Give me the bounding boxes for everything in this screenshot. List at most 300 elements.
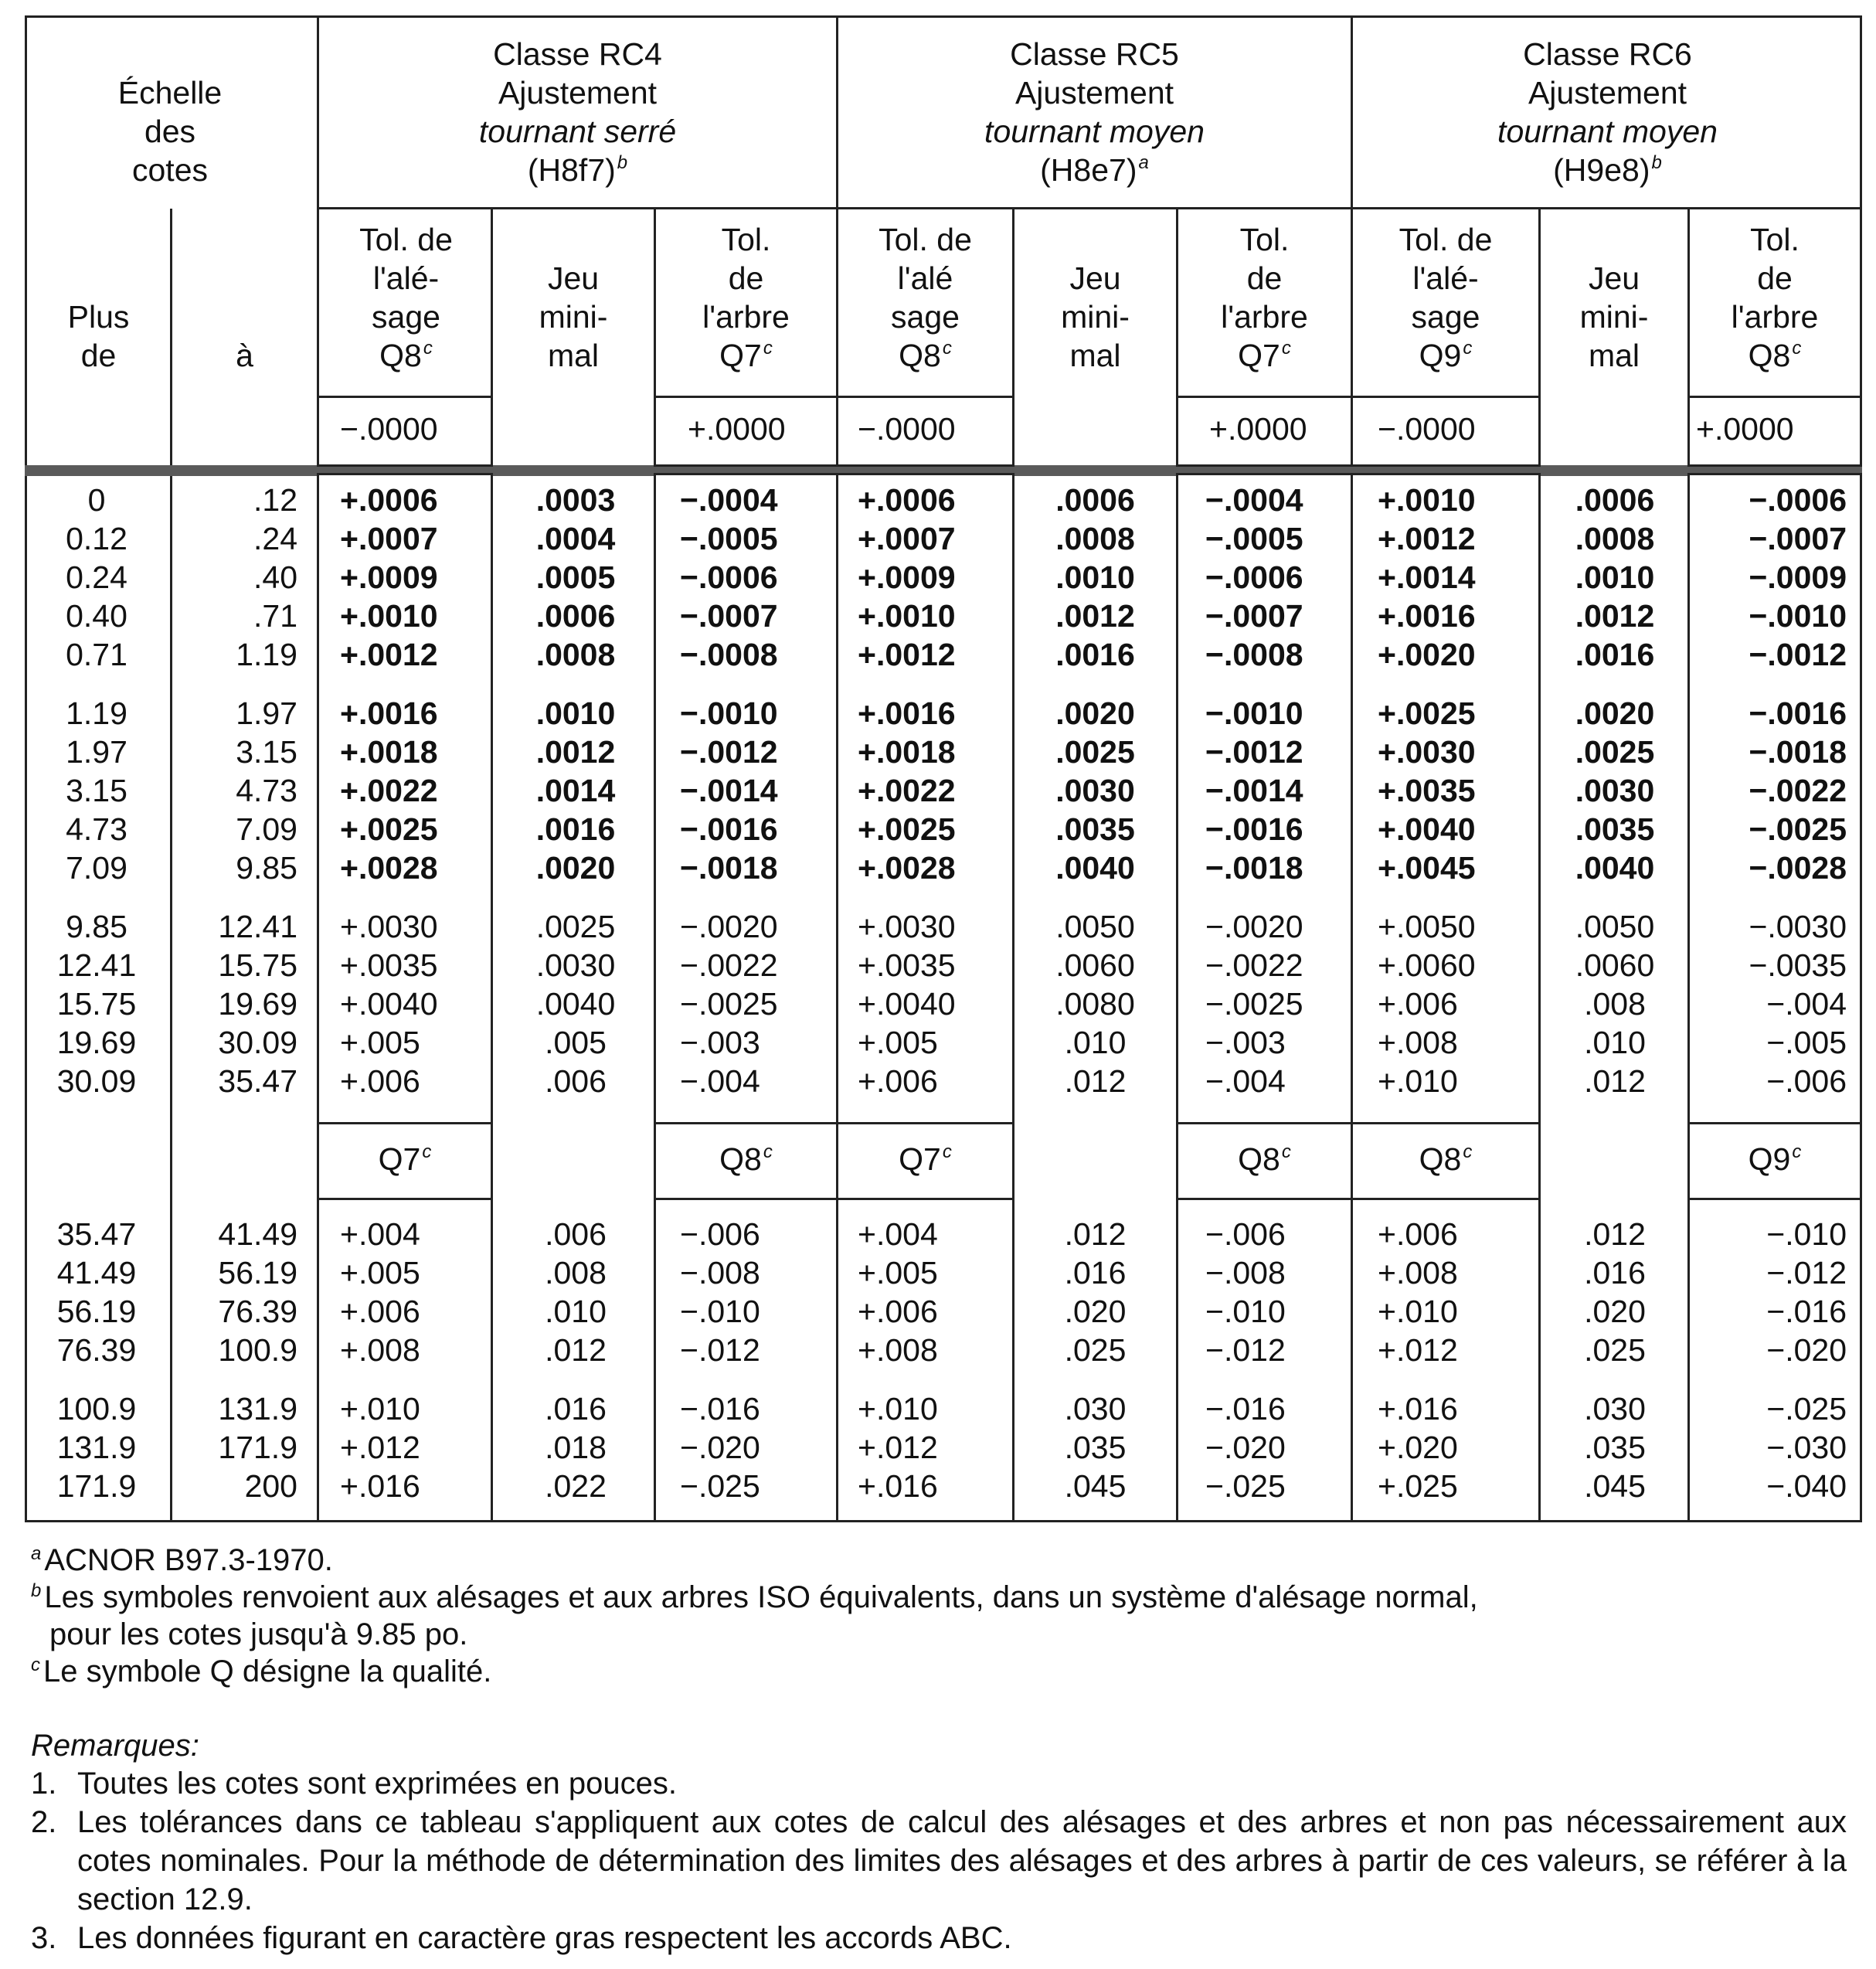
header-text: sage <box>372 299 440 335</box>
table-cell: .006 <box>545 1216 607 1252</box>
footnote-text: Le symbole Q désigne la qualité. <box>43 1654 492 1688</box>
table-cell: −.0010 <box>1749 598 1847 634</box>
class-symbol: (H8f7) <box>527 152 616 188</box>
header-text: Jeu <box>547 260 600 296</box>
table-cell: +.0016 <box>858 695 956 731</box>
table-cell: −.0005 <box>680 521 778 556</box>
table-cell: +.0007 <box>858 521 956 556</box>
footnote-mark: c <box>1281 338 1291 359</box>
header-text: Tol. <box>1239 222 1290 257</box>
table-cell: 9.85 <box>236 850 297 886</box>
header-text: Jeu <box>1588 260 1640 296</box>
table-cell: .010 <box>545 1294 607 1329</box>
table-cell: .0006 <box>1055 482 1135 518</box>
table-cell: 15.75 <box>56 986 137 1022</box>
table-cell: +.0028 <box>340 850 438 886</box>
table-row <box>0 1428 1876 1467</box>
footnote-mark: c <box>31 1654 40 1675</box>
table-cell: .0020 <box>1055 695 1135 731</box>
table-cell: .0006 <box>1575 482 1655 518</box>
table-cell: −.0018 <box>680 850 778 886</box>
table-cell: −.010 <box>1205 1294 1286 1329</box>
table-cell: +.012 <box>340 1430 420 1465</box>
header-rc4-bore <box>319 220 493 375</box>
footnote-mark: c <box>1792 338 1802 359</box>
table-cell: 4.73 <box>236 773 297 808</box>
table-cell: −.0012 <box>1205 734 1303 770</box>
table-cell: +.0035 <box>1378 773 1476 808</box>
header-text: mal <box>547 338 600 373</box>
table-cell: −.0010 <box>680 695 778 731</box>
table-row <box>0 1215 1876 1253</box>
divider <box>1176 1198 1353 1200</box>
table-cell: −.004 <box>680 1063 760 1099</box>
divider <box>317 207 1862 209</box>
table-cell: −.0020 <box>680 909 778 944</box>
header-text: Plus <box>67 299 130 335</box>
table-cell: .0025 <box>1055 734 1135 770</box>
footnote-text: ACNOR B97.3-1970. <box>44 1543 333 1577</box>
table-cell: .0006 <box>535 598 616 634</box>
base-deviation: +.0000 <box>1209 411 1307 447</box>
header-text: mini- <box>1579 299 1649 335</box>
header-text: l'arbre <box>702 299 790 335</box>
table-row <box>0 1062 1876 1100</box>
table-cell: .0030 <box>535 947 616 983</box>
table-cell: −.008 <box>1205 1255 1286 1291</box>
divider <box>317 1122 493 1124</box>
class-fit-name: tournant moyen <box>984 114 1205 149</box>
header-text: Q9 <box>1419 338 1462 373</box>
table-cell: .012 <box>1064 1216 1127 1252</box>
table-cell: +.012 <box>858 1430 938 1465</box>
table-cell: −.016 <box>1766 1294 1847 1329</box>
table-cell: +.006 <box>858 1294 938 1329</box>
table-cell: .012 <box>1584 1216 1646 1252</box>
table-cell: +.008 <box>340 1332 420 1368</box>
table-cell: .016 <box>1584 1255 1646 1291</box>
header-rc4-clearance <box>493 259 654 375</box>
header-text: Tol. de <box>879 222 972 257</box>
header-text: Jeu <box>1069 260 1121 296</box>
divider <box>836 1122 1014 1124</box>
table-cell: −.0008 <box>1205 637 1303 672</box>
table-cell: .0060 <box>1575 947 1655 983</box>
table-cell: 12.41 <box>218 909 297 944</box>
table-cell: .012 <box>1064 1063 1127 1099</box>
table-cell: 56.19 <box>56 1294 137 1329</box>
table-cell: .0040 <box>535 986 616 1022</box>
table-cell: +.008 <box>1378 1255 1458 1291</box>
table-cell: 1.97 <box>236 695 297 731</box>
table-cell: 15.75 <box>218 947 297 983</box>
table-cell: +.006 <box>1378 986 1458 1022</box>
header-text: l'arbre <box>1221 299 1308 335</box>
table-cell: 30.09 <box>56 1063 137 1099</box>
table-cell: +.0012 <box>1378 521 1476 556</box>
base-deviation: +.0000 <box>1696 411 1794 447</box>
table-row <box>0 481 1876 519</box>
table-cell: −.0012 <box>1749 637 1847 672</box>
header-text: l'arbre <box>1731 299 1819 335</box>
divider <box>1687 1198 1862 1200</box>
table-cell: 76.39 <box>56 1332 137 1368</box>
table-cell: +.0022 <box>858 773 956 808</box>
table-cell: −.0014 <box>1205 773 1303 808</box>
table-cell: +.0012 <box>340 637 438 672</box>
table-cell: +.0025 <box>858 811 956 847</box>
class-subtitle: Ajustement <box>1014 75 1174 111</box>
table-row <box>0 810 1876 848</box>
table-cell: .010 <box>1584 1025 1646 1060</box>
header-text: de <box>80 338 117 373</box>
table-cell: .045 <box>1584 1468 1646 1504</box>
table-cell: .0012 <box>1055 598 1135 634</box>
header-rc5-bore <box>838 220 1012 375</box>
table-cell: .71 <box>253 598 297 634</box>
table-cell: −.0004 <box>680 482 778 518</box>
table-cell: .030 <box>1064 1391 1127 1427</box>
class-fit-name: tournant moyen <box>1497 114 1718 149</box>
table-cell: −.012 <box>680 1332 760 1368</box>
table-cell: .0012 <box>1575 598 1655 634</box>
grade-text: Q9 <box>1748 1141 1791 1177</box>
table-cell: +.0007 <box>340 521 438 556</box>
table-cell: .006 <box>545 1063 607 1099</box>
table-cell: 0.12 <box>66 521 127 556</box>
divider <box>654 396 838 398</box>
table-cell: +.0060 <box>1378 947 1476 983</box>
header-rc6-bore <box>1353 220 1538 375</box>
table-cell: .010 <box>1064 1025 1127 1060</box>
table-cell: .0050 <box>1055 909 1135 944</box>
table-cell: .0008 <box>1575 521 1655 556</box>
header-text: Tol. de <box>359 222 453 257</box>
table-cell: +.0025 <box>1378 695 1476 731</box>
divider <box>1351 1122 1541 1124</box>
table-row <box>0 984 1876 1023</box>
table-cell: −.0007 <box>680 598 778 634</box>
grade-text: Q8 <box>719 1141 762 1177</box>
footnote-text: pour les cotes jusqu'à 9.85 po. <box>49 1617 468 1651</box>
table-cell: 171.9 <box>56 1468 137 1504</box>
table-cell: −.0004 <box>1205 482 1303 518</box>
table-cell: .0030 <box>1055 773 1135 808</box>
table-cell: +.0009 <box>340 559 438 595</box>
table-cell: −.0018 <box>1205 850 1303 886</box>
footnote-mark: c <box>942 338 952 359</box>
table-cell: −.025 <box>680 1468 760 1504</box>
table-cell: −.004 <box>1205 1063 1286 1099</box>
table-row <box>0 1023 1876 1062</box>
table-cell: +.012 <box>1378 1332 1458 1368</box>
table-cell: +.006 <box>858 1063 938 1099</box>
table-cell: −.0020 <box>1205 909 1303 944</box>
footnote-mark: b <box>1651 152 1662 173</box>
table-cell: .008 <box>545 1255 607 1291</box>
remark-number: 1. <box>31 1767 57 1801</box>
header-text: Tol. <box>1750 222 1800 257</box>
header-class-rc5 <box>838 35 1351 189</box>
table-cell: −.010 <box>680 1294 760 1329</box>
table-cell: 35.47 <box>218 1063 297 1099</box>
header-a <box>172 336 317 375</box>
table-cell: +.0020 <box>1378 637 1476 672</box>
table-cell: 41.49 <box>56 1255 137 1291</box>
footnote-mark: c <box>422 1141 432 1162</box>
class-symbol: (H8e7) <box>1040 152 1137 188</box>
table-cell: 56.19 <box>218 1255 297 1291</box>
table-cell: .0010 <box>1055 559 1135 595</box>
table-cell: 171.9 <box>218 1430 297 1465</box>
footnote-mark: a <box>1138 152 1149 173</box>
table-row <box>0 848 1876 887</box>
table-cell: +.004 <box>340 1216 420 1252</box>
table-cell: −.0025 <box>1205 986 1303 1022</box>
divider <box>317 396 493 398</box>
header-text: Échelle <box>117 75 223 111</box>
table-cell: −.0008 <box>680 637 778 672</box>
table-cell: 19.69 <box>56 1025 137 1060</box>
table-cell: 100.9 <box>218 1332 297 1368</box>
table-cell: +.0018 <box>340 734 438 770</box>
table-cell: −.0025 <box>1749 811 1847 847</box>
table-cell: .0005 <box>535 559 616 595</box>
class-title: Classe RC4 <box>493 36 662 72</box>
table-cell: .0003 <box>535 482 616 518</box>
table-cell: −.010 <box>1766 1216 1847 1252</box>
table-cell: +.006 <box>340 1294 420 1329</box>
table-cell: −.006 <box>1766 1063 1847 1099</box>
grade-label <box>1687 1140 1862 1178</box>
table-cell: .0012 <box>535 734 616 770</box>
header-text: Q7 <box>719 338 762 373</box>
table-cell: +.005 <box>858 1025 938 1060</box>
header-text: mal <box>1588 338 1640 373</box>
header-scale <box>27 73 313 189</box>
remarks-title: Remarques: <box>31 1729 199 1763</box>
class-fit-name: tournant serré <box>478 114 677 149</box>
header-text: Tol. <box>721 222 771 257</box>
grade-label <box>1351 1140 1541 1178</box>
table-row <box>0 1253 1876 1292</box>
table-cell: +.005 <box>340 1025 420 1060</box>
table-cell: +.0012 <box>858 637 956 672</box>
table-cell: 76.39 <box>218 1294 297 1329</box>
grade-label <box>836 1140 1014 1178</box>
footnote-mark: c <box>763 1141 773 1162</box>
table-row <box>0 733 1876 771</box>
table-cell: +.0028 <box>858 850 956 886</box>
table-cell: +.010 <box>1378 1063 1458 1099</box>
header-text: l'alé- <box>1412 260 1479 296</box>
table-cell: +.0025 <box>340 811 438 847</box>
table-cell: .030 <box>1584 1391 1646 1427</box>
table-cell: .0040 <box>1055 850 1135 886</box>
table-cell: +.016 <box>1378 1391 1458 1427</box>
table-cell: +.0014 <box>1378 559 1476 595</box>
table-cell: −.0035 <box>1749 947 1847 983</box>
table-cell: −.0007 <box>1205 598 1303 634</box>
table-cell: +.005 <box>340 1255 420 1291</box>
header-text: sage <box>891 299 960 335</box>
table-cell: .0016 <box>1055 637 1135 672</box>
table-cell: −.0016 <box>1749 695 1847 731</box>
footnote-mark: c <box>1281 1141 1291 1162</box>
footnote-c <box>31 1653 491 1690</box>
divider <box>836 396 1014 398</box>
table-cell: .0030 <box>1575 773 1655 808</box>
table-cell: −.020 <box>680 1430 760 1465</box>
table-row <box>0 558 1876 597</box>
table-cell: +.0035 <box>340 947 438 983</box>
table-cell: +.0010 <box>340 598 438 634</box>
header-text: mal <box>1069 338 1121 373</box>
table-cell: .018 <box>545 1430 607 1465</box>
grade-text: Q7 <box>899 1141 941 1177</box>
header-plus-de <box>27 298 170 375</box>
header-text: à <box>236 338 253 373</box>
table-cell: .0035 <box>1055 811 1135 847</box>
class-subtitle: Ajustement <box>498 75 658 111</box>
header-text: de <box>1246 260 1283 296</box>
table-cell: .005 <box>545 1025 607 1060</box>
footnote-text: Les symboles renvoient aux alésages et aux arbres ISO équivalents, dans un système d'alésage normal, <box>44 1580 1478 1614</box>
header-text: Q8 <box>379 338 422 373</box>
table-cell: −.0007 <box>1749 521 1847 556</box>
header-text: mini- <box>1061 299 1130 335</box>
divider <box>1351 1198 1541 1200</box>
table-cell: .0050 <box>1575 909 1655 944</box>
table-cell: .025 <box>1584 1332 1646 1368</box>
table-cell: .0008 <box>535 637 616 672</box>
table-cell: −.0018 <box>1749 734 1847 770</box>
table-cell: −.020 <box>1766 1332 1847 1368</box>
header-text: Q8 <box>899 338 941 373</box>
footnote-mark: b <box>617 152 628 173</box>
footnote-mark: c <box>1463 338 1473 359</box>
table-cell: +.0010 <box>1378 482 1476 518</box>
table-cell: +.005 <box>858 1255 938 1291</box>
table-cell: 1.19 <box>66 695 127 731</box>
table-cell: .0020 <box>535 850 616 886</box>
header-rc4-shaft <box>656 220 836 375</box>
table-cell: −.0006 <box>1205 559 1303 595</box>
divider <box>1687 1122 1862 1124</box>
table-cell: 3.15 <box>66 773 127 808</box>
table-cell: +.0006 <box>340 482 438 518</box>
table-cell: 0.24 <box>66 559 127 595</box>
table-cell: −.020 <box>1205 1430 1286 1465</box>
table-cell: +.016 <box>858 1468 938 1504</box>
table-cell: .035 <box>1584 1430 1646 1465</box>
table-cell: +.0040 <box>340 986 438 1022</box>
table-cell: −.0016 <box>1205 811 1303 847</box>
table-cell: −.0022 <box>1749 773 1847 808</box>
divider <box>1351 396 1541 398</box>
table-cell: −.005 <box>1766 1025 1847 1060</box>
footnote-a <box>31 1542 333 1579</box>
table-cell: .008 <box>1584 986 1646 1022</box>
table-cell: −.0030 <box>1749 909 1847 944</box>
table-cell: +.004 <box>858 1216 938 1252</box>
header-text: mini- <box>539 299 608 335</box>
table-cell: +.0022 <box>340 773 438 808</box>
table-cell: +.025 <box>1378 1468 1458 1504</box>
remark-number: 2. <box>31 1805 57 1839</box>
table-row <box>0 519 1876 558</box>
table-cell: −.025 <box>1766 1391 1847 1427</box>
table-cell: +.0030 <box>1378 734 1476 770</box>
table-cell: 100.9 <box>56 1391 137 1427</box>
table-row <box>0 946 1876 984</box>
table-cell: −.0022 <box>1205 947 1303 983</box>
table-cell: .012 <box>1584 1063 1646 1099</box>
table-cell: .0025 <box>535 909 616 944</box>
table-cell: +.016 <box>340 1468 420 1504</box>
header-class-rc6 <box>1353 35 1862 189</box>
table-cell: +.0016 <box>1378 598 1476 634</box>
table-cell: .0014 <box>535 773 616 808</box>
table-cell: −.040 <box>1766 1468 1847 1504</box>
table-cell: +.010 <box>858 1391 938 1427</box>
remark-text: Toutes les cotes sont exprimées en pouces. <box>77 1767 677 1801</box>
table-cell: .022 <box>545 1468 607 1504</box>
footnote-mark: c <box>423 338 433 359</box>
table-cell: .016 <box>545 1391 607 1427</box>
table-cell: +.0016 <box>340 695 438 731</box>
table-cell: 12.41 <box>56 947 137 983</box>
table-cell: −.0010 <box>1205 695 1303 731</box>
table-cell: −.016 <box>1205 1391 1286 1427</box>
table-cell: +.010 <box>1378 1294 1458 1329</box>
table-cell: −.006 <box>680 1216 760 1252</box>
table-cell: −.0006 <box>1749 482 1847 518</box>
table-cell: −.0005 <box>1205 521 1303 556</box>
remark-number: 3. <box>31 1921 57 1955</box>
table-cell: 41.49 <box>218 1216 297 1252</box>
class-title: Classe RC6 <box>1523 36 1692 72</box>
table-cell: .0040 <box>1575 850 1655 886</box>
table-row <box>0 1331 1876 1369</box>
grade-label <box>654 1140 838 1178</box>
table-cell: 19.69 <box>218 986 297 1022</box>
table-cell: −.003 <box>680 1025 760 1060</box>
table-cell: 131.9 <box>56 1430 137 1465</box>
table-cell: −.012 <box>1766 1255 1847 1291</box>
table-cell: .020 <box>1584 1294 1646 1329</box>
base-deviation: −.0000 <box>1378 411 1476 447</box>
table-cell: 131.9 <box>218 1391 297 1427</box>
table-row <box>0 1467 1876 1505</box>
table-cell: .12 <box>253 482 297 518</box>
table-cell: −.008 <box>680 1255 760 1291</box>
header-text: l'alé <box>897 260 953 296</box>
table-cell: +.0045 <box>1378 850 1476 886</box>
table-cell: −.004 <box>1766 986 1847 1022</box>
table-cell: 4.73 <box>66 811 127 847</box>
table-cell: .0004 <box>535 521 616 556</box>
remark-text: Les tolérances dans ce tableau s'appliquent aux cotes de calcul des alésages et des arbres et non pas nécessairement aux cotes nominales. Pour la méthode de détermination des limites des alésages et des arbres à partir de ces valeurs, se référer à la section 12.9. <box>77 1805 1847 1916</box>
class-subtitle: Ajustement <box>1528 75 1687 111</box>
table-cell: −.0025 <box>680 986 778 1022</box>
base-deviation: −.0000 <box>858 411 956 447</box>
table-cell: +.020 <box>1378 1430 1458 1465</box>
table-cell: .0035 <box>1575 811 1655 847</box>
table-cell: +.008 <box>858 1332 938 1368</box>
class-title: Classe RC5 <box>1010 36 1179 72</box>
header-text: l'alé- <box>372 260 440 296</box>
